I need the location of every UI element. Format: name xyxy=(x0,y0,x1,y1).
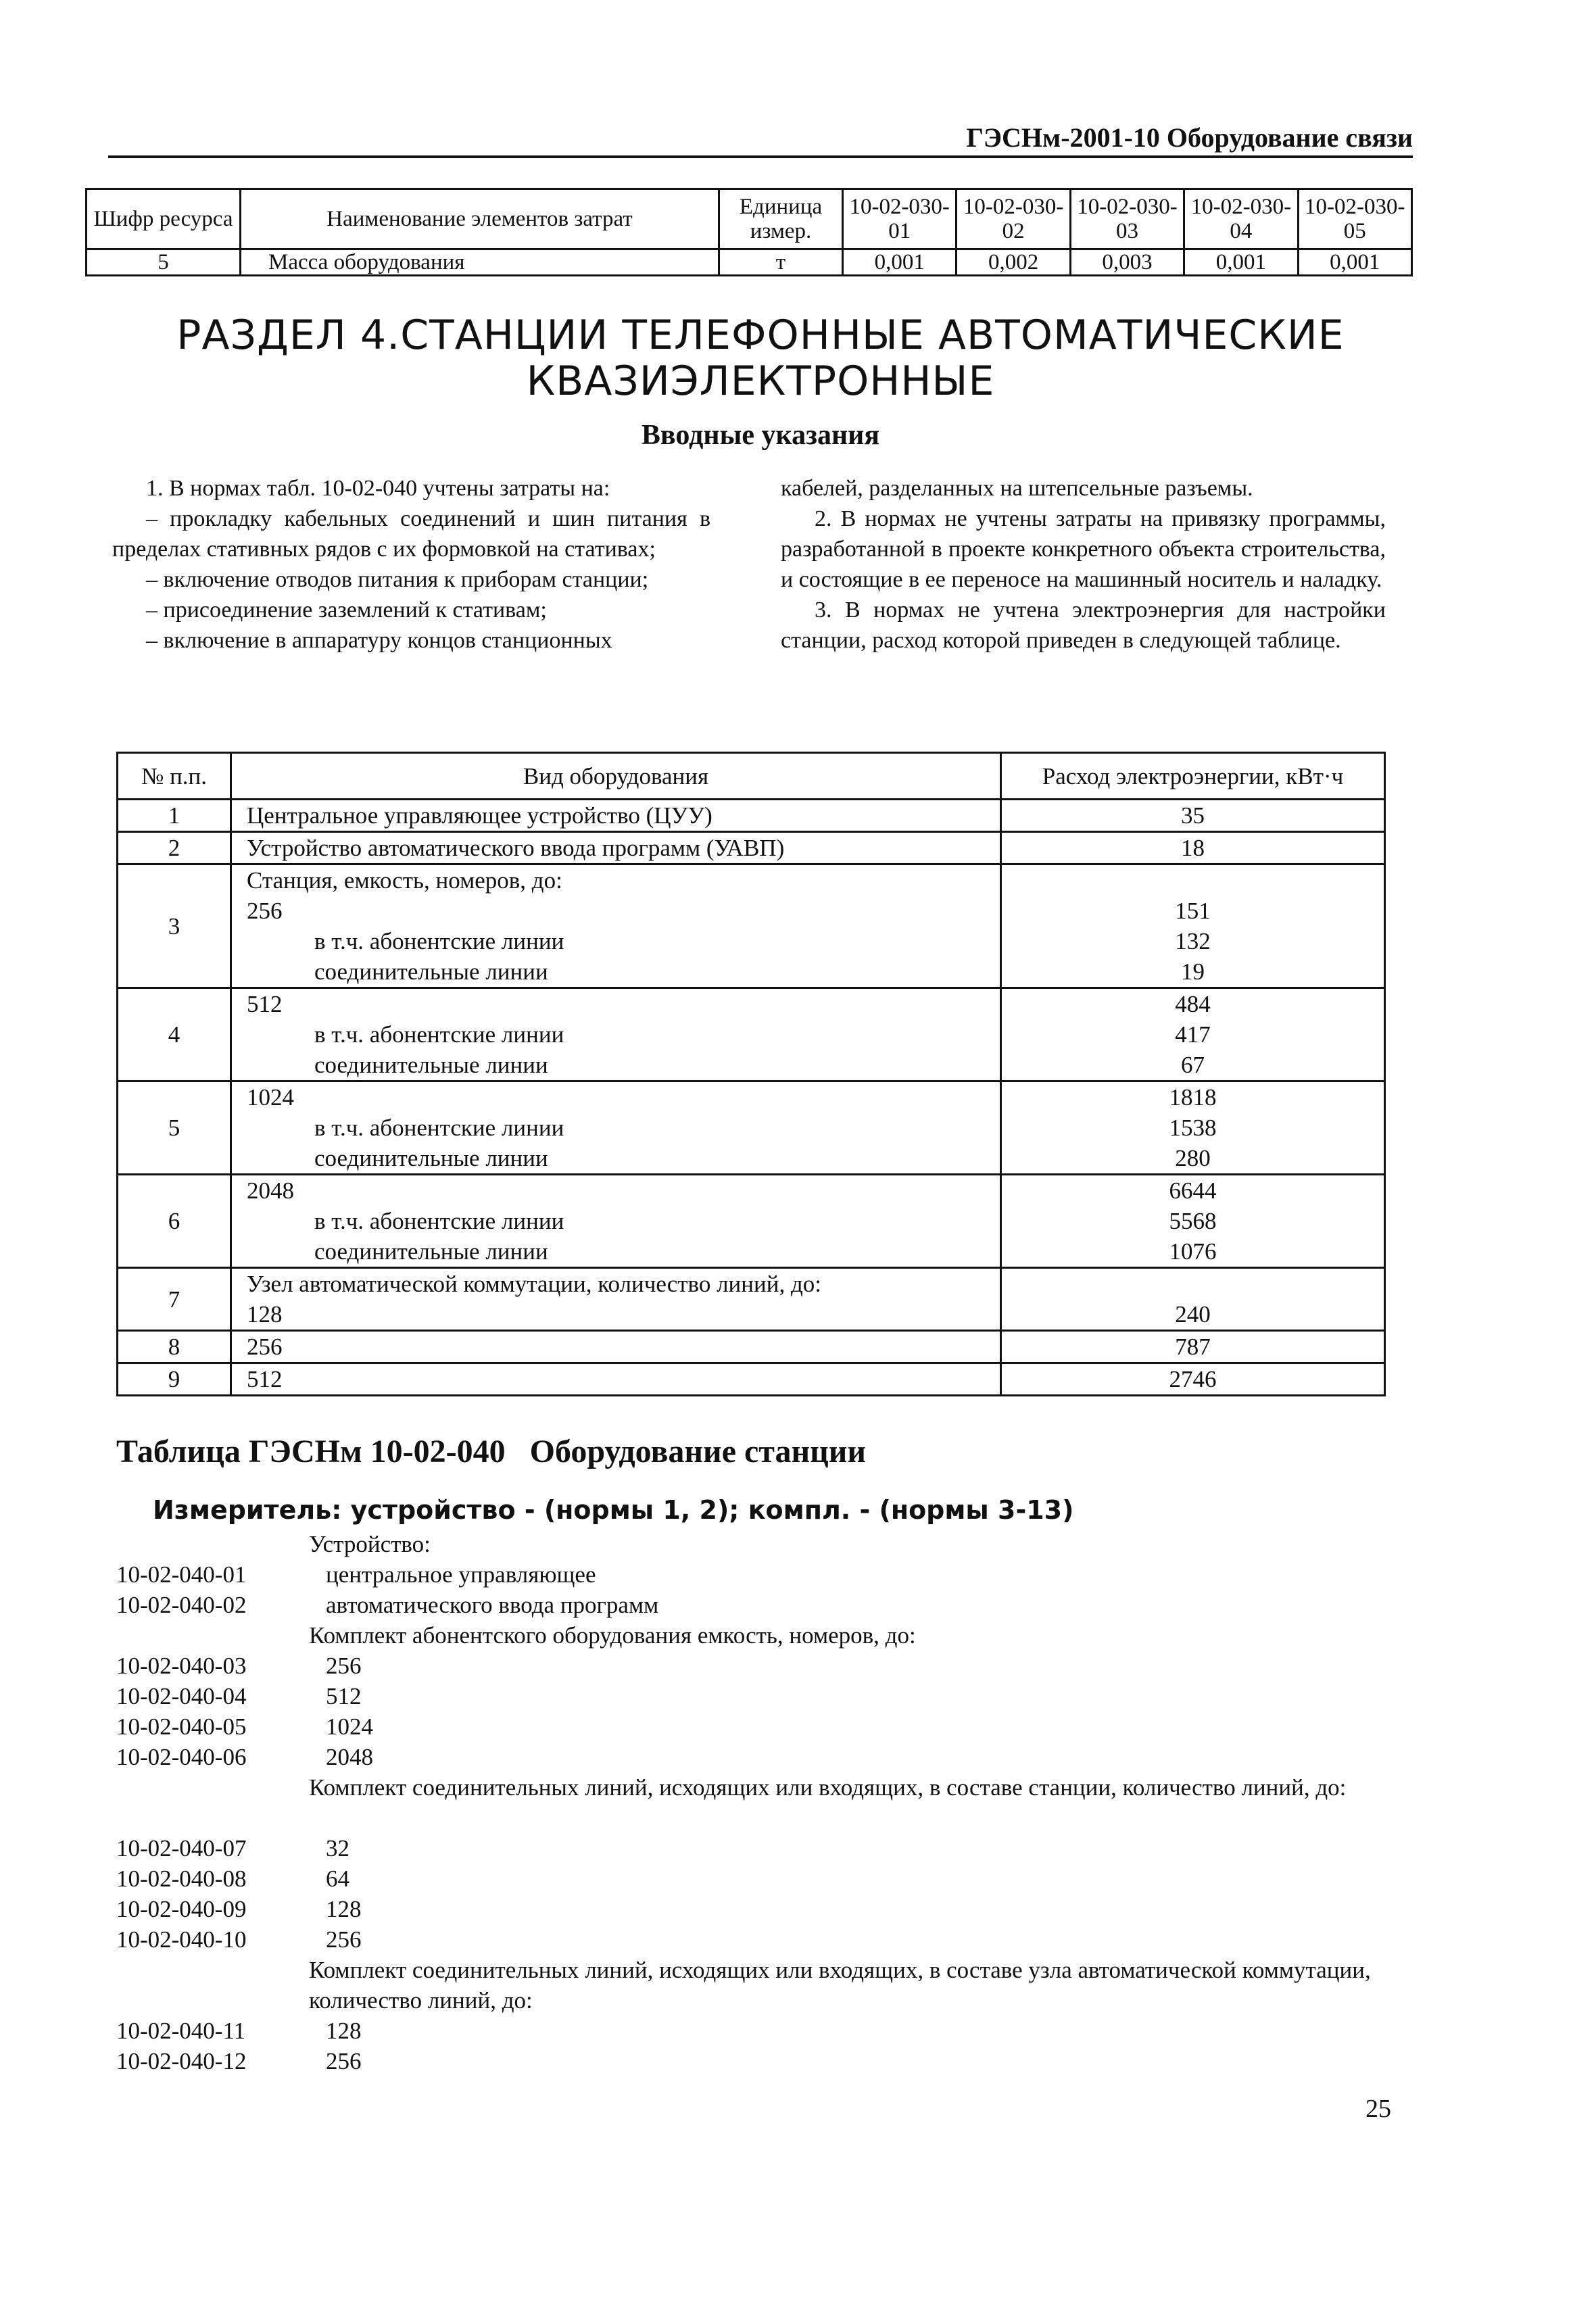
intro-paragraph: 2. В нормах не учтены затраты на привязку программы, разработанной в проекте конкретного объекта строительства, и состоящие в ее переносе на машинный носитель и наладку. xyxy=(781,506,1386,592)
row-number: 8 xyxy=(118,1331,231,1363)
energy-cell xyxy=(1001,1175,1385,1268)
table-row xyxy=(118,1363,1385,1396)
intro-heading: Вводные указания xyxy=(641,420,880,451)
equipment-line: 512 xyxy=(247,1366,283,1392)
energy-value: 19 xyxy=(1181,958,1205,985)
energy-cell xyxy=(1001,1363,1385,1396)
equipment-line: 256 xyxy=(247,898,283,924)
cell-value: 0,002 xyxy=(957,249,1070,276)
table-row xyxy=(118,832,1385,864)
norm-description: 256 xyxy=(326,1926,362,1953)
list-item xyxy=(116,1955,1421,2016)
intro-paragraph: кабелей, разделанных на штепсельные разъемы. xyxy=(781,476,1253,501)
norm-description: 2048 xyxy=(326,1744,373,1770)
intro-paragraph: 3. В нормах не учтена электроэнергия для настройки станции, расход которой приведен в следующей таблице. xyxy=(781,598,1386,653)
equipment-cell xyxy=(231,1175,1001,1268)
norm-code: 10-02-040-11 xyxy=(116,2018,246,2044)
norm-description: автоматического ввода программ xyxy=(326,1592,659,1618)
norm-description: 256 xyxy=(326,1653,362,1679)
row-number: 6 xyxy=(118,1175,231,1268)
row-number: 1 xyxy=(118,800,231,832)
cell-value: 0,001 xyxy=(1298,249,1411,276)
table-row xyxy=(118,988,1385,1081)
list-item xyxy=(116,1559,1421,1590)
col-head-norm: 10-02-030-01 xyxy=(843,189,957,249)
energy-cell xyxy=(1001,832,1385,864)
energy-cell xyxy=(1001,864,1385,988)
equipment-cell xyxy=(231,1363,1001,1396)
cell-code: 5 xyxy=(87,249,241,276)
energy-value xyxy=(1002,865,1384,896)
equipment-subline: соединительные линии xyxy=(314,1052,548,1078)
energy-cell xyxy=(1001,988,1385,1081)
section-title xyxy=(108,312,1413,404)
energy-value: 280 xyxy=(1175,1145,1211,1171)
table-row xyxy=(118,800,1385,832)
norm-code-list xyxy=(116,1529,1421,2076)
list-item xyxy=(116,1833,1421,1863)
row-number: 7 xyxy=(118,1268,231,1331)
row-number: 9 xyxy=(118,1363,231,1396)
intro-paragraph: – прокладку кабельных соединений и шин питания в пределах стативных рядов с их формовкой на стативах; xyxy=(112,506,710,562)
equipment-subline: соединительные линии xyxy=(314,958,548,985)
table-row xyxy=(118,1081,1385,1175)
list-item xyxy=(116,2016,1421,2046)
equipment-line: Станция, емкость, номеров, до: xyxy=(247,867,562,894)
list-item xyxy=(116,1681,1421,1711)
energy-value: 151 xyxy=(1175,898,1211,924)
running-header: ГЭСНм-2001-10 Оборудование связи xyxy=(966,122,1413,153)
intro-paragraph: 1. В нормах табл. 10-02-040 учтены затраты на: xyxy=(146,476,610,501)
energy-value xyxy=(1002,1269,1384,1299)
intro-paragraph: – присоединение заземлений к стативам; xyxy=(146,598,547,623)
norm-code: 10-02-040-04 xyxy=(116,1683,247,1709)
col-head-num: № п.п. xyxy=(118,753,231,800)
norm-code: 10-02-040-06 xyxy=(116,1744,247,1770)
intro-paragraph: – включение в аппаратуру концов станционных xyxy=(146,628,612,653)
norm-description: 128 xyxy=(326,2018,362,2044)
equipment-subline: соединительные линии xyxy=(314,1145,548,1171)
col-head-name: Наименование элементов затрат xyxy=(241,189,719,249)
list-item xyxy=(116,1590,1421,1620)
energy-cell xyxy=(1001,800,1385,832)
group-label: Устройство: xyxy=(309,1531,431,1557)
energy-value: 1538 xyxy=(1169,1115,1217,1141)
col-head-code: Шифр ресурса xyxy=(87,189,241,249)
equipment-cell xyxy=(231,832,1001,864)
group-label: Комплект соединительных линий, исходящих или входящих, в составе станции, количество линий, до: xyxy=(309,1774,1347,1801)
col-head-norm: 10-02-030-04 xyxy=(1184,189,1298,249)
norm-code: 10-02-040-07 xyxy=(116,1835,247,1861)
list-item xyxy=(116,1529,1421,1559)
energy-value: 417 xyxy=(1175,1021,1211,1048)
equipment-line: Узел автоматической коммутации, количество линий, до: xyxy=(247,1271,822,1297)
row-number: 5 xyxy=(118,1081,231,1175)
col-head-norm: 10-02-030-03 xyxy=(1070,189,1184,249)
intro-right-column xyxy=(781,473,1386,656)
norm-description: центральное управляющее xyxy=(326,1561,596,1588)
equipment-cell xyxy=(231,800,1001,832)
energy-cell xyxy=(1001,1268,1385,1331)
cell-name: Масса оборудования xyxy=(241,249,719,276)
row-number: 2 xyxy=(118,832,231,864)
equipment-subline: в т.ч. абонентские линии xyxy=(314,1021,564,1048)
equipment-cell xyxy=(231,1331,1001,1363)
equipment-line: 128 xyxy=(247,1301,283,1327)
equipment-subline: в т.ч. абонентские линии xyxy=(314,1208,564,1234)
equipment-subline: в т.ч. абонентские линии xyxy=(314,1115,564,1141)
equipment-line: 256 xyxy=(247,1334,283,1360)
list-item xyxy=(116,1711,1421,1742)
energy-value: 1076 xyxy=(1169,1238,1217,1265)
section-title-line: РАЗДЕЛ 4.СТАНЦИИ ТЕЛЕФОННЫЕ АВТОМАТИЧЕСКИЕ xyxy=(176,312,1345,359)
energy-value: 18 xyxy=(1181,835,1205,861)
section-title-line: КВАЗИЭЛЕКТРОННЫЕ xyxy=(526,358,995,405)
norm-description: 256 xyxy=(326,2048,362,2074)
energy-value: 1818 xyxy=(1169,1084,1217,1111)
resource-table xyxy=(85,188,1413,276)
norm-code: 10-02-040-05 xyxy=(116,1713,247,1740)
norm-description: 32 xyxy=(326,1835,349,1861)
norm-description: 1024 xyxy=(326,1713,373,1740)
row-number: 3 xyxy=(118,864,231,988)
equipment-line: 2048 xyxy=(247,1177,294,1204)
group-label: Комплект соединительных линий, исходящих или входящих, в составе узла автоматической коммутации, количество линий, до: xyxy=(309,1957,1371,2014)
equipment-cell xyxy=(231,864,1001,988)
norm-code: 10-02-040-03 xyxy=(116,1653,247,1679)
energy-cell xyxy=(1001,1081,1385,1175)
list-item xyxy=(116,1863,1421,1894)
norm-code: 10-02-040-10 xyxy=(116,1926,247,1953)
energy-table xyxy=(116,752,1386,1396)
equipment-line: 1024 xyxy=(247,1084,294,1111)
norm-code: 10-02-040-08 xyxy=(116,1866,247,1892)
header-rule xyxy=(108,155,1413,158)
equipment-cell xyxy=(231,988,1001,1081)
table-row xyxy=(118,1268,1385,1331)
equipment-line: Устройство автоматического ввода программ (УАВП) xyxy=(247,835,785,861)
table-row xyxy=(118,1175,1385,1268)
cell-value: 0,003 xyxy=(1070,249,1184,276)
page-number: 25 xyxy=(1365,2095,1391,2123)
row-number: 4 xyxy=(118,988,231,1081)
norm-code: 10-02-040-12 xyxy=(116,2048,247,2074)
col-head-norm: 10-02-030-02 xyxy=(957,189,1070,249)
norm-description: 512 xyxy=(326,1683,362,1709)
energy-value: 484 xyxy=(1175,991,1211,1017)
col-head-energy: Расход электроэнергии, кВт·ч xyxy=(1001,753,1385,800)
col-head-kind: Вид оборудования xyxy=(231,753,1001,800)
table-caption: Таблица ГЭСНм 10-02-040 Оборудование станции xyxy=(116,1434,867,1469)
equipment-line: 512 xyxy=(247,991,283,1017)
intro-paragraph: – включение отводов питания к приборам станции; xyxy=(146,567,649,592)
norm-code: 10-02-040-09 xyxy=(116,1896,247,1922)
norm-code: 10-02-040-01 xyxy=(116,1561,247,1588)
norm-description: 128 xyxy=(326,1896,362,1922)
list-item xyxy=(116,1651,1421,1681)
table-row xyxy=(118,1331,1385,1363)
intro-left-column xyxy=(112,473,710,656)
equipment-cell xyxy=(231,1081,1001,1175)
table-row xyxy=(118,864,1385,988)
col-head-unit: Единица измер. xyxy=(719,189,843,249)
cell-value: 0,001 xyxy=(1184,249,1298,276)
energy-value: 5568 xyxy=(1169,1208,1217,1234)
energy-value: 2746 xyxy=(1169,1366,1217,1392)
equipment-subline: соединительные линии xyxy=(314,1238,548,1265)
list-item xyxy=(116,1620,1421,1651)
equipment-subline: в т.ч. абонентские линии xyxy=(314,928,564,954)
norm-code: 10-02-040-02 xyxy=(116,1592,247,1618)
energy-value: 787 xyxy=(1175,1334,1211,1360)
list-item xyxy=(116,1924,1421,1955)
norm-description: 64 xyxy=(326,1866,349,1892)
energy-value: 67 xyxy=(1181,1052,1205,1078)
list-item xyxy=(116,2046,1421,2076)
equipment-line: Центральное управляющее устройство (ЦУУ) xyxy=(247,802,712,829)
energy-value: 240 xyxy=(1175,1301,1211,1327)
list-item xyxy=(116,1894,1421,1924)
list-item xyxy=(116,1772,1421,1833)
cell-unit: т xyxy=(719,249,843,276)
energy-cell xyxy=(1001,1331,1385,1363)
energy-value: 35 xyxy=(1181,802,1205,829)
list-item xyxy=(116,1742,1421,1772)
col-head-norm: 10-02-030-05 xyxy=(1298,189,1411,249)
energy-value: 6644 xyxy=(1169,1177,1217,1204)
cell-value: 0,001 xyxy=(843,249,957,276)
equipment-cell xyxy=(231,1268,1001,1331)
group-label: Комплект абонентского оборудования емкость, номеров, до: xyxy=(309,1622,916,1649)
energy-value: 132 xyxy=(1175,928,1211,954)
measure-line: Измеритель: устройство - (нормы 1, 2); компл. - (нормы 3-13) xyxy=(153,1495,1074,1525)
